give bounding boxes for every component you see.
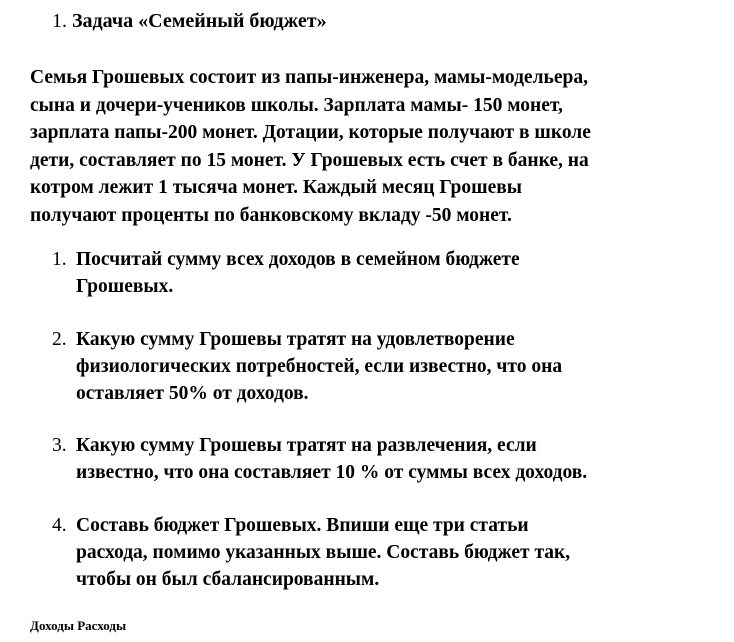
task-number: 1. xyxy=(52,10,67,32)
task-title-text: Задача «Семейный бюджет» xyxy=(72,10,327,32)
question-line: оставляет 50% от доходов. xyxy=(76,383,309,404)
question-line: Составь бюджет Грошевых. Впиши еще три статьи xyxy=(76,515,529,536)
intro-line: котром лежит 1 тысяча монет. Каждый месяц Грошевы xyxy=(30,177,522,198)
question-text xyxy=(76,246,722,300)
question-text xyxy=(76,326,722,407)
question-line: известно, что она составляет 10 % от суммы всех доходов. xyxy=(76,462,588,483)
intro-line: получают проценты по банковскому вкладу -50 монет. xyxy=(30,204,512,226)
question-2 xyxy=(52,326,722,407)
intro-line: дети, составляет по 15 монет. У Грошевых есть счет в банке, на xyxy=(30,149,589,171)
budget-table-header: Доходы Расходы xyxy=(30,618,127,633)
question-line: Посчитай сумму всех доходов в семейном бюджете xyxy=(76,249,520,270)
intro-line: сына и дочери-учеников школы. Зарплата мамы- 150 монет, xyxy=(30,94,563,116)
question-line: физиологических потребностей, если известно, что она xyxy=(76,356,563,377)
question-line: Какую сумму Грошевы тратят на развлечения, если xyxy=(76,435,537,456)
question-line: расхода, помимо указанных выше. Составь бюджет так, xyxy=(76,542,571,563)
question-line: Какую сумму Грошевы тратят на удовлетворение xyxy=(76,329,515,350)
intro-paragraph xyxy=(30,64,710,229)
task-title xyxy=(52,8,327,34)
question-number: 3. xyxy=(52,435,67,456)
intro-line: Семья Грошевых состоит из папы-инженера, мамы-модельера, xyxy=(30,67,588,88)
question-4 xyxy=(52,512,722,593)
question-line: Грошевых. xyxy=(76,276,174,297)
question-text xyxy=(76,432,722,486)
question-number: 1. xyxy=(52,249,67,270)
question-3 xyxy=(52,432,722,486)
question-number: 2. xyxy=(52,329,67,350)
intro-line: зарплата папы-200 монет. Дотации, которые получают в школе xyxy=(30,122,591,143)
question-number: 4. xyxy=(52,515,67,536)
question-1 xyxy=(52,246,722,300)
question-line: чтобы он был сбалансированным. xyxy=(76,569,380,590)
question-text xyxy=(76,512,722,593)
